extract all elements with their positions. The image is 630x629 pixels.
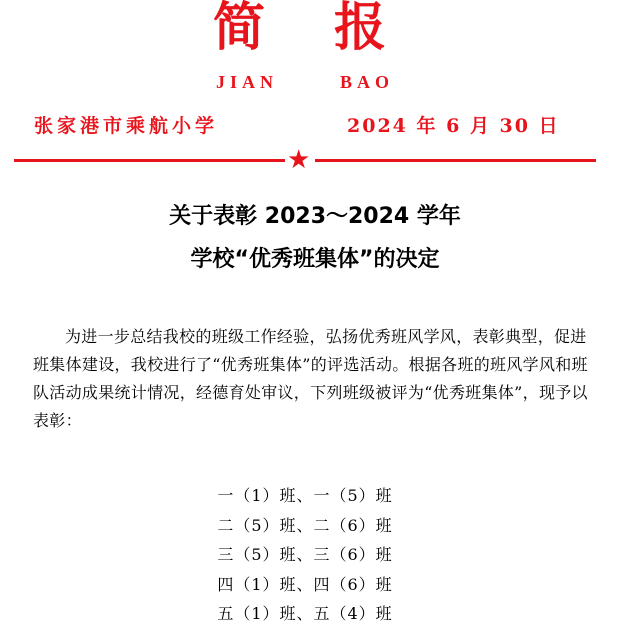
masthead-pinyin-1: JIAN [216, 72, 279, 92]
document-body-paragraph: 为进一步总结我校的班级工作经验，弘扬优秀班风学风，表彰典型，促进班集体建设，我校进行了“优秀班集体”的评选活动。根据各班的班风学风和班队活动成果统计情况，经德育处审议，下列班级被评为“优秀班集体”，现予以表彰： [33, 327, 588, 430]
list-item: 三（5）班、三（6）班 [217, 545, 393, 564]
document-title-line-2: 学校“优秀班集体”的决定 [190, 247, 440, 272]
list-item: 一（1）班、一（5）班 [217, 486, 393, 505]
divider-rule-right [315, 159, 596, 162]
masthead-pinyin-2: BAO [340, 72, 395, 92]
document-title-line-1: 关于表彰 2023～2024 学年 [169, 204, 461, 229]
honored-classes-list [0, 481, 630, 629]
issue-date: 2024 年 6 月 30 日 [347, 115, 560, 137]
list-item: 四（1）班、四（6）班 [217, 574, 393, 594]
masthead-title-char-2: 报 [334, 0, 387, 58]
issuer-name: 张家港市乘航小学 [34, 115, 219, 137]
masthead-title-char-1: 简 [213, 0, 266, 58]
divider-rule-left [14, 159, 285, 162]
list-item: 二（5）班、二（6）班 [217, 515, 393, 535]
star-icon: ★ [287, 145, 311, 175]
list-item: 五（1）班、五（4）班 [217, 604, 393, 623]
